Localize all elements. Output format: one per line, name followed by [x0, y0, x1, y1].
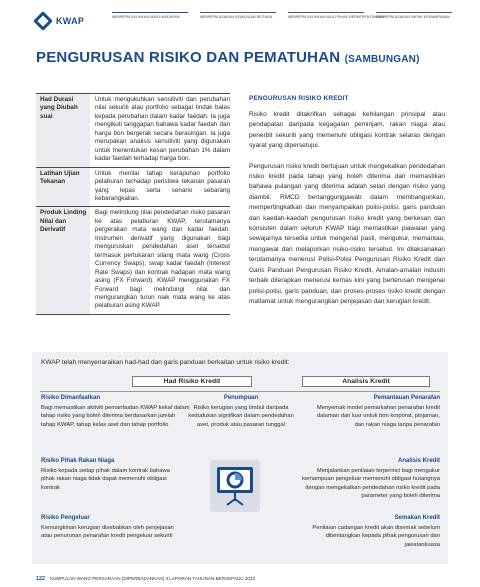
- nav-item-impak-kemampanan[interactable]: MEMPERKASAKAN IMPAK KEMAMPANAN: [376, 12, 452, 19]
- table-key: Latihan Ujian Tekanan: [36, 167, 90, 207]
- kwap-logo[interactable]: [36, 14, 84, 28]
- item-text: Risiko kerugian yang timbul daripada kedudukan signifikan dalam pendedahan aset, produk atau pasaran tunggal: [188, 404, 294, 428]
- item-title: Analisis Kredit: [397, 458, 440, 464]
- item-title: Risiko Dimanfaatkan: [41, 395, 101, 401]
- page-header: [0, 0, 480, 36]
- table-row: [36, 207, 230, 314]
- item-text: Menjalankan penilaian terperinci bagi mengukur kemampuan pengeluar memenuhi obligasi hutangnya dengan mengekalkan pendedahan risiko kredit pada parameter yang boleh diterima: [302, 467, 440, 499]
- market-risk-tools-table: [36, 93, 230, 315]
- page-title-main: PENGURUSAN RISIKO DAN PEMATUHAN: [36, 49, 341, 66]
- item-text: Kemungkinan kerugian disebabkan oleh penjejasan atau penurunan penarafan kredit pengeluar sekuriti: [41, 524, 174, 539]
- box-intro: KWAP telah menyenaraikan had-had dan garis panduan berkaitan untuk risiko kredit:: [41, 359, 290, 366]
- section-paragraph: Risiko kredit ditakrifkan sebagai kehilangan prinsipal atau pendapatan daripada kegagalan peminjam, rakan niaga atau penerbit sekuriti yang memenuhi obligasi kontrak selaras dengan syarat yang dipersetujui.: [249, 111, 445, 150]
- kwap-logo-icon: [33, 11, 53, 31]
- top-nav: [112, 12, 452, 19]
- page-title-sub: (SAMBUNGAN): [344, 54, 420, 65]
- box-item-semakan-kredit: [302, 514, 440, 549]
- page-title: [36, 49, 420, 66]
- credit-risk-section: [249, 95, 445, 317]
- nav-item-kemajuan-negara[interactable]: MEMPERKASAKAN KEMAJUAN NEGARA: [200, 12, 276, 19]
- column-header-analisis: Analisis Kredit: [302, 376, 430, 387]
- column-header-had-risiko: Had Risiko Kredit: [132, 376, 252, 387]
- footer-text: KUMPULAN WANG PERSARAAN (DIPERBADANKAN) II LAPORAN TAHUNAN BERSEPADU 2023: [50, 576, 256, 581]
- table-row: [36, 167, 230, 207]
- nav-item-nilai-pihak[interactable]: MEMPERKUKUHKAN NILAI PIHAK BERKEPENTINGAN: [288, 12, 364, 19]
- section-heading: PENGURUSAN RISIKO KREDIT: [249, 95, 349, 102]
- table-row: [36, 94, 230, 168]
- box-item-penumpuan: [182, 394, 300, 429]
- table-key: Produk Linding Nilai dan Derivatif: [36, 207, 90, 314]
- divider: [40, 391, 440, 392]
- item-title: Pemantauan Penarafan: [373, 395, 440, 401]
- table-value: Untuk mengukuhkan sensitiviti dan perubahan nilai sekuriti atau portfolio sebagai tindak balas kepada perubahan dalam kadar faedah. Ia juga mengikuti tanggapan bahawa kadar faedah dan harga bon bergerak secara berasingan. Ia juga merupakan analisis sensitiviti yang digunakan untuk menentukan kesan perubahan 1% dalam kadar faedah terhadap harga bon.: [90, 94, 230, 168]
- logo-text: KWAP: [56, 16, 85, 26]
- item-title: Risiko Pihak Rakan Niaga: [41, 458, 115, 464]
- table-key: Had Durasi yang Diubah suai: [36, 94, 90, 168]
- presentation-chart-icon: [216, 465, 254, 507]
- item-title: Penumpuan: [223, 395, 259, 401]
- section-paragraph: Pengurusan risiko kredit bertujuan untuk mengekalkan pendedahan risiko kredit pada tahap yang boleh diterima dan memastikan bahawa pulangan yang diterima adalah selari dengan risiko yang diambil. RMCD bertanggungjawab dalam membangunkan, mempertingkatkan dan menyampaikan polisi-polisi, garis panduan dan kaedah-kaedah pengurusan risiko kredit yang berkesan dan konsisten dalam seluruh KWAP bagi memastikan piawaian yang sewajarnya tersedia untuk mengenal pasti, mengukur, memantau, mengawal dan melaporkan risiko-risiko tersebut. Ini dilaksanakan terutamanya menerusi Polisi-Polisi Pengurusan Risiko Kredit dan Garis Panduan Pengurusan Risiko Kredit. Amalan-amalan industri terbaik diterapkan menerusi kemas kini yang berterusan mengenai polisi-polisi, garis panduan, dan proses-proses risiko kredit dengan matlamat untuk mengurangkan penjejasan dan kerugian kredit.: [249, 162, 445, 305]
- item-title: Semakan Kredit: [394, 515, 440, 521]
- credit-risk-box: [32, 352, 448, 564]
- box-item-pihak-rakan-niaga: [41, 457, 181, 492]
- box-item-risiko-pengeluar: [41, 514, 181, 541]
- box-item-risiko-dimanfaatkan: [41, 394, 191, 429]
- nav-item-masa-hadapan[interactable]: MEMPERKUKUHKAN MASA HADAPAN: [112, 12, 188, 19]
- item-text: Risiko kepada setiap pihak dalam kontrak bahawa pihak rakan niaga tidak dapat memenuhi obligasi kontrak: [41, 467, 170, 491]
- table-value: Untuk menilai tahap kerapuhan portfolio pelaburan terhadap peristiwa tekanan pasaran yang lepas serta senario sebarang kebarangkalian.: [90, 167, 230, 207]
- box-item-analisis-kredit: [294, 457, 440, 501]
- item-text: Bagi memastikan aktiviti pemanfaatan KWAP kekal dalam tahap risiko yang boleh diterima berdasarkan jumlah tahap KWAP, tahap kelas aset dan tahap portfolio: [41, 404, 190, 428]
- page-number: 122: [36, 576, 45, 582]
- box-item-pemantauan-penarafan: [310, 394, 440, 429]
- item-text: Penilaian cadangan kredit akan disemak sebelum dibentangkan kepada pihak pengurusan dan jawatankuasa: [312, 524, 440, 548]
- table-value: Bagi melindung nilai pendedahan risiko pasaran ke atas pelaburan KWAP, terutamanya pergerakan mata wang dan kadar faedah. Instrumen derivatif yang digunakan bagi menguruskan pendedahan aset tersebut termasuk pertukaran silang mata wang (Cross Currency Swaps), swap kadar faedah (Interest Rate Swaps) dan kontrak hadapan mata wang asing (FX Forward). KWAP menggunakan FX Forward bagi melindungi nilai dan mengurangkan turun naik mata wang ke atas pelaburan asing KWAP.: [90, 207, 230, 314]
- page-footer: [36, 576, 255, 582]
- item-text: Menyemak model pemarkahan penarafan kredit dalaman dan luar untuk bon korporat, pinjaman, dan rakan niaga tanpa penarafan: [316, 404, 440, 428]
- chart-card: [210, 460, 260, 512]
- item-title: Risiko Pengeluar: [41, 515, 90, 521]
